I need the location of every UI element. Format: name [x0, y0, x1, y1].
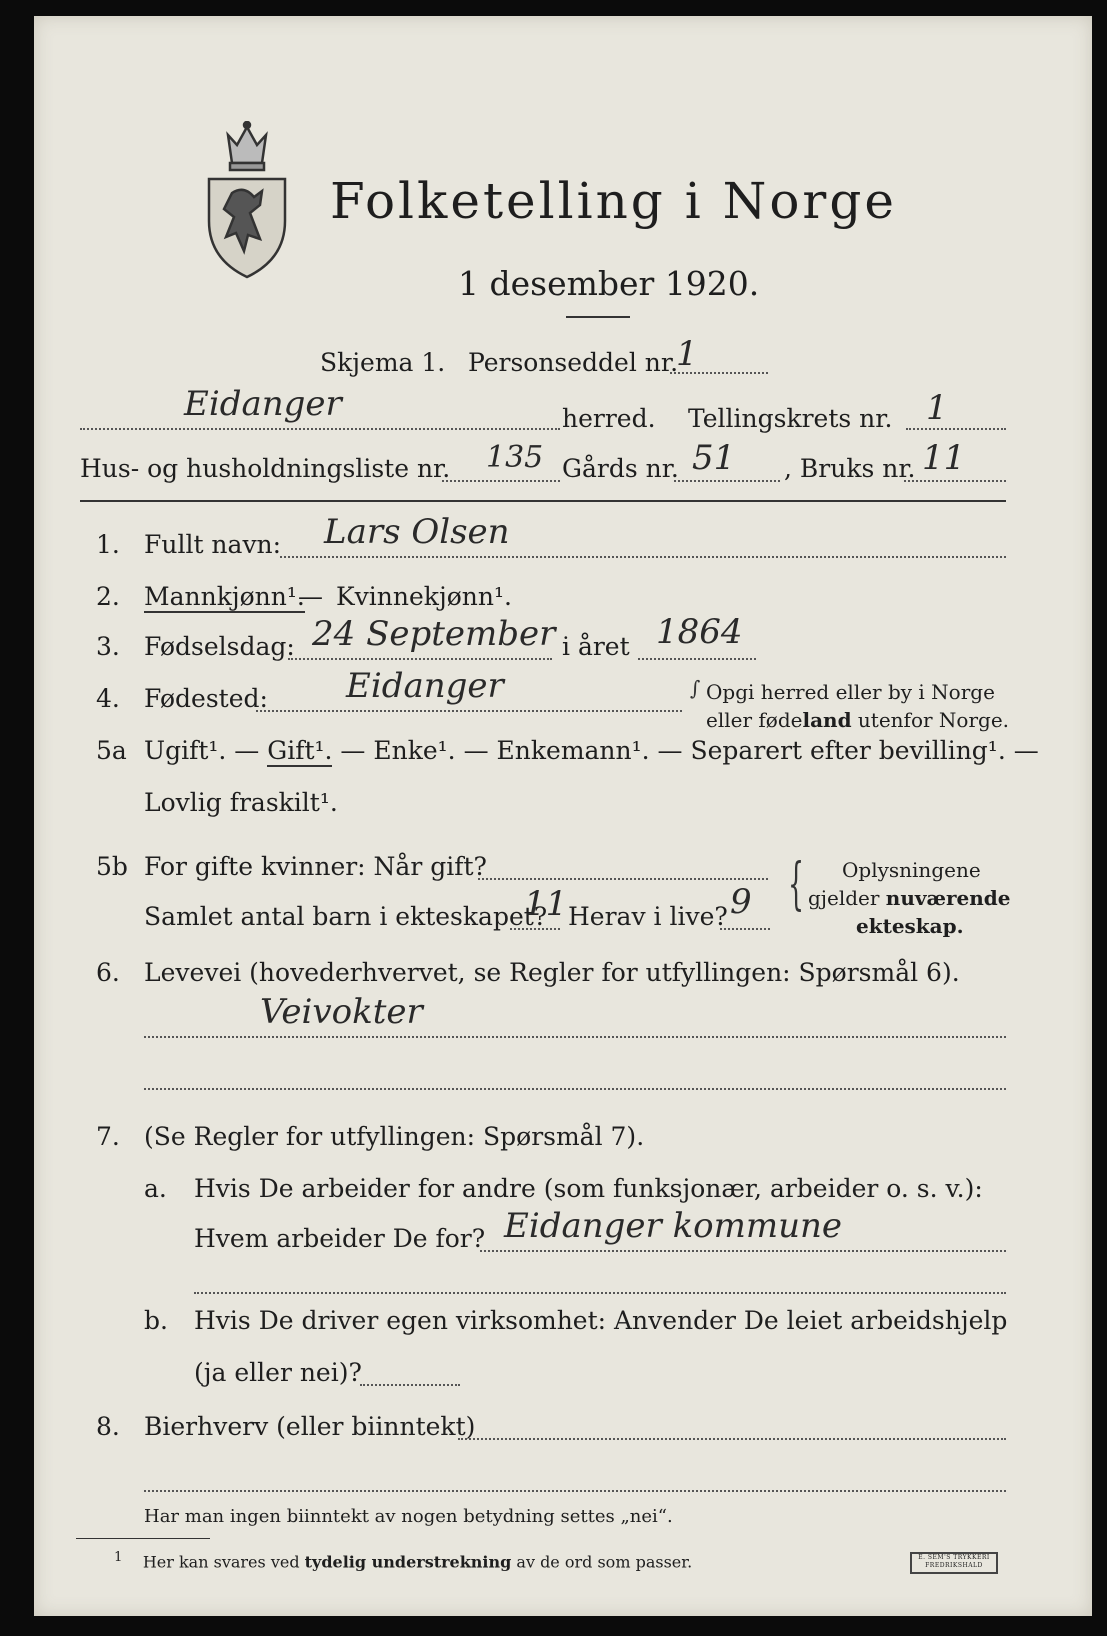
q2-separator: —: [298, 582, 323, 611]
q4-bracket: ∫: [690, 676, 701, 700]
q5a-rest: — Enke¹. — Enkemann¹. — Separert efter bevilling¹. —: [332, 736, 1039, 765]
q8-field-1: [458, 1438, 1006, 1440]
q7b-line1: Hvis De driver egen virksomhet: Anvender De leiet arbeidshjelp: [194, 1306, 1008, 1335]
form-date: 1 desember 1920.: [458, 264, 760, 303]
gards-value: 51: [692, 438, 736, 478]
q5b-alive-value: 9: [730, 882, 752, 922]
q3-field: [288, 658, 552, 660]
footnote-c: av de ord som passer.: [511, 1552, 693, 1572]
hus-label: Hus- og husholdningsliste nr.: [80, 454, 451, 483]
herred-field: [80, 428, 560, 430]
q5b-note2-a: gjelder: [808, 886, 886, 910]
q7a-number: a.: [144, 1174, 167, 1203]
q5a-line2: Lovlig fraskilt¹.: [144, 788, 338, 817]
footnote: [114, 1550, 692, 1571]
q5b-brace: {: [788, 852, 805, 917]
form-title: Folketelling i Norge: [330, 172, 897, 230]
q8-number: 8.: [96, 1412, 120, 1441]
gards-label: Gårds nr.: [562, 454, 679, 483]
q6-field-1: [144, 1036, 1006, 1038]
q5a-gift-underlined: Gift¹.: [267, 736, 333, 765]
gards-field: [674, 480, 780, 482]
q5b-number: 5b: [96, 852, 128, 881]
q4-field: [256, 710, 682, 712]
q5b-children-label: Samlet antal barn i ekteskapet?: [144, 902, 548, 931]
q3-year-field: [638, 658, 756, 660]
q5b-note2-b: nuværende: [885, 886, 1011, 910]
q5b-alive-label: Herav i live?: [568, 902, 728, 931]
q5b-children-value: 11: [524, 884, 568, 924]
q5b-married-field: [478, 878, 768, 880]
q1-label: Fullt navn:: [144, 530, 282, 559]
hus-value: 135: [486, 440, 544, 475]
q4-note-line1: Opgi herred eller by i Norge: [706, 680, 995, 704]
tellingskrets-label: Tellingskrets nr.: [688, 404, 893, 433]
q4-number: 4.: [96, 684, 120, 713]
q7-label: (Se Regler for utfyllingen: Spørsmål 7).: [144, 1122, 645, 1151]
title-divider: [566, 316, 630, 318]
q3-number: 3.: [96, 632, 120, 661]
q5a-line1: [144, 736, 1039, 765]
q7a-value: Eidanger kommune: [504, 1206, 843, 1246]
q6-value: Veivokter: [260, 992, 423, 1032]
q5b-note-line2: [808, 886, 1011, 910]
q3-value: 24 September: [312, 614, 556, 654]
tellingskrets-value: 1: [926, 388, 948, 428]
q3-label: Fødselsdag:: [144, 632, 295, 661]
footnote-b: tydelig understrekning: [304, 1552, 512, 1572]
q7b-line2: (ja eller nei)?: [194, 1358, 362, 1387]
q6-label: Levevei (hovederhvervet, se Regler for utfyllingen: Spørsmål 6).: [144, 958, 960, 987]
personseddel-label: Personseddel nr.: [468, 348, 679, 377]
q1-number: 1.: [96, 530, 120, 559]
q2-male: [144, 582, 305, 611]
q5a-ugift: Ugift¹. —: [144, 736, 268, 765]
stamp-line1: E. SEM'S TRYKKERI: [918, 1554, 990, 1561]
q5b-note-line1: Oplysningene: [842, 858, 981, 882]
q1-value: Lars Olsen: [324, 512, 510, 552]
q5b-children-field: [510, 928, 560, 930]
footer-note: Har man ingen biinntekt av nogen betydning settes „nei“.: [144, 1506, 673, 1527]
q3-year-label: i året: [562, 632, 630, 661]
q8-label: Bierhverv (eller biinntekt): [144, 1412, 476, 1441]
q4-note-line2: [706, 708, 1009, 732]
q2-number: 2.: [96, 582, 120, 611]
tellingskrets-field: [906, 428, 1006, 430]
coat-of-arms-icon: [204, 121, 290, 281]
q6-field-2: [144, 1088, 1006, 1090]
q4-note-c: utenfor Norge.: [851, 708, 1010, 732]
q5b-alive-field: [720, 928, 770, 930]
q7a-line2: Hvem arbeider De for?: [194, 1224, 486, 1253]
q3-year-value: 1864: [656, 612, 743, 652]
q7a-line1: Hvis De arbeider for andre (som funksjonær, arbeider o. s. v.):: [194, 1174, 983, 1203]
q7b-number: b.: [144, 1306, 168, 1335]
q1-field: [280, 556, 1006, 558]
q2-male-underlined: Mannkjønn¹.: [144, 582, 305, 611]
q4-note-a: eller føde: [706, 708, 803, 732]
q5b-note-line3: ekteskap.: [856, 914, 964, 938]
herred-label: herred.: [562, 404, 656, 433]
bruks-label: , Bruks nr.: [784, 454, 916, 483]
printer-stamp: [910, 1552, 998, 1574]
q4-label: Fødested:: [144, 684, 268, 713]
q5a-number: 5a: [96, 736, 127, 765]
schema-label: Skjema 1.: [320, 348, 446, 377]
header-divider: [80, 500, 1006, 502]
q8-field-2: [144, 1490, 1006, 1492]
census-form-page: [34, 16, 1092, 1616]
q4-note-b: land: [802, 708, 852, 732]
hus-field: [442, 480, 560, 482]
q7a-field-2: [194, 1292, 1006, 1294]
q7-number: 7.: [96, 1122, 120, 1151]
footnote-a: Her kan svares ved: [142, 1552, 305, 1572]
q5b-line1: For gifte kvinner: Når gift?: [144, 852, 487, 881]
bruks-field: [904, 480, 1006, 482]
footnote-number: 1: [114, 1550, 123, 1565]
personseddel-field: [670, 372, 768, 374]
q4-value: Eidanger: [346, 666, 504, 706]
q6-number: 6.: [96, 958, 120, 987]
q7b-field: [360, 1384, 460, 1386]
stamp-line2: FREDRIKSHALD: [925, 1562, 983, 1569]
footnote-rule: [76, 1538, 210, 1539]
q7a-field-1: [480, 1250, 1006, 1252]
personseddel-value: 1: [676, 334, 698, 374]
bruks-value: 11: [922, 438, 966, 478]
herred-value: Eidanger: [184, 384, 342, 424]
q2-female: Kvinnekjønn¹.: [336, 582, 512, 611]
